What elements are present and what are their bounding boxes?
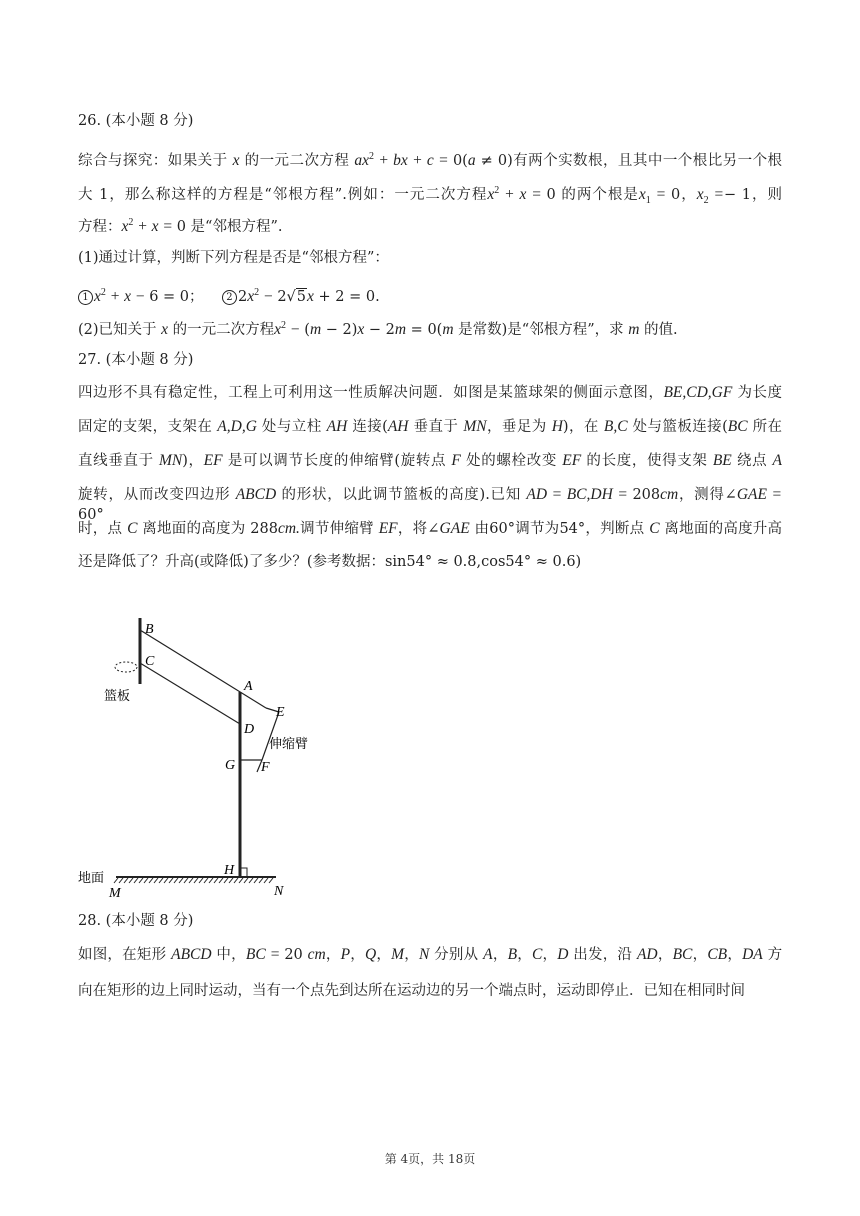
label-B: B bbox=[145, 622, 154, 637]
q27-line3: 直线垂直于 MN)，EF 是可以调节长度的伸缩臂(旋转点 F 处的螺栓改变 EF 的长度，使得支架 BE 绕点 A bbox=[78, 452, 783, 469]
label-F: F bbox=[261, 760, 270, 775]
label-E: E bbox=[276, 705, 285, 720]
hatch-mark bbox=[114, 878, 118, 883]
hatch-mark bbox=[134, 878, 138, 883]
label-C: C bbox=[145, 654, 155, 669]
hatch-mark bbox=[259, 878, 263, 883]
hatch-mark bbox=[264, 878, 268, 883]
q27-line4: 旋转，从而改变四边形 ABCD 的形状，以此调节篮板的高度).已知 AD = BC,DH = 208cm，测得∠GAE = 60° bbox=[78, 486, 783, 523]
hatch-mark bbox=[249, 878, 253, 883]
hatch-mark bbox=[119, 878, 123, 883]
label-telescopic-arm: 伸缩臂 bbox=[269, 737, 309, 752]
hatch-mark bbox=[229, 878, 233, 883]
hatch-mark bbox=[139, 878, 143, 883]
hatch-mark bbox=[239, 878, 243, 883]
hatch-mark bbox=[124, 878, 128, 883]
hatch-mark bbox=[174, 878, 178, 883]
hatch-mark bbox=[169, 878, 173, 883]
hatch-mark bbox=[164, 878, 168, 883]
hatch-mark bbox=[219, 878, 223, 883]
label-M: M bbox=[109, 886, 121, 901]
hatch-mark bbox=[224, 878, 228, 883]
ground-hatching bbox=[114, 878, 273, 883]
q27-heading: 27. (本小题 8 分) bbox=[78, 352, 194, 368]
q26-part2: (2)已知关于 x 的一元二次方程$x^2 - (m - 2)x - 2m = 0(m$ 是常数)是“邻根方程”，求 m 的值. bbox=[78, 320, 678, 339]
support-CD bbox=[140, 663, 240, 724]
hatch-mark bbox=[254, 878, 258, 883]
q26-line1: 综合与探究：如果关于 x 的一元二次方程 $ax^2$ + bx + c = 0(a ≠ 0)有两个实数根，且其中一个根比另一个根 bbox=[78, 151, 783, 170]
hatch-mark bbox=[159, 878, 163, 883]
hatch-mark bbox=[199, 878, 203, 883]
q28-heading: 28. (本小题 8 分) bbox=[78, 913, 194, 929]
hatch-mark bbox=[269, 878, 273, 883]
hatch-mark bbox=[189, 878, 193, 883]
hatch-mark bbox=[149, 878, 153, 883]
q26-heading: 26. (本小题 8 分) bbox=[78, 113, 194, 129]
q27-line1: 四边形不具有稳定性，工程上可利用这一性质解决问题．如图是某篮球架的侧面示意图，BE,CD,GF 为长度 bbox=[78, 384, 783, 401]
hatch-mark bbox=[204, 878, 208, 883]
hatch-mark bbox=[154, 878, 158, 883]
label-A: A bbox=[244, 679, 253, 694]
label-H: H bbox=[224, 863, 235, 878]
q26-equations: 1 $x^2 + x - 6 = 0$； 2 $2x^2 - 2√5x + 2 = 0$. bbox=[78, 283, 380, 307]
q28-line2: 向在矩形的边上同时运动，当有一个点先到达所在运动边的另一个端点时，运动即停止．已知在相同时间 bbox=[78, 983, 745, 999]
hatch-mark bbox=[244, 878, 248, 883]
basketball-stand-diagram bbox=[76, 612, 309, 902]
q26-part1: (1)通过计算，判断下列方程是否是“邻根方程”： bbox=[78, 250, 389, 266]
q27-line6: 还是降低了？升高(或降低)了多少？(参考数据：sin54° ≈ 0.8,cos54° ≈ 0.6) bbox=[78, 554, 582, 570]
hatch-mark bbox=[179, 878, 183, 883]
hatch-mark bbox=[194, 878, 198, 883]
label-D: D bbox=[244, 722, 255, 737]
label-N: N bbox=[274, 884, 284, 899]
hatch-mark bbox=[214, 878, 218, 883]
page-footer: 第 4页，共 18页 bbox=[384, 1152, 476, 1166]
hatch-mark bbox=[144, 878, 148, 883]
q27-line2: 固定的支架，支架在 A,D,G 处与立柱 AH 连接(AH 垂直于 MN，垂足为 H)，在 B,C 处与篮板连接(BC 所在 bbox=[78, 418, 783, 435]
label-backboard: 篮板 bbox=[104, 689, 131, 704]
hatch-mark bbox=[184, 878, 188, 883]
hatch-mark bbox=[209, 878, 213, 883]
hatch-mark bbox=[129, 878, 133, 883]
hoop-icon bbox=[115, 662, 137, 672]
q26-line3: 方程：$x^2 + x = 0$ 是“邻根方程”. bbox=[78, 217, 283, 236]
q27-line5: 时，点 C 离地面的高度为 288cm.调节伸缩臂 EF，将∠GAE 由60°调节为54°，判断点 C 离地面的高度升高 bbox=[78, 520, 783, 537]
label-G: G bbox=[225, 758, 236, 773]
support-BE bbox=[140, 630, 266, 708]
q28-line1: 如图，在矩形 ABCD 中，BC = 20 cm，P，Q，M，N 分别从 A，B，C，D 出发，沿 AD，BC，CB，DA 方 bbox=[78, 946, 783, 963]
hatch-mark bbox=[234, 878, 238, 883]
label-ground: 地面 bbox=[78, 871, 105, 886]
q26-line2: 大 1，那么称这样的方程是“邻根方程”.例如：一元二次方程$x^2 + x = 0$ 的两个根是$x_1 = 0$，$x_2 =- 1$，则 bbox=[78, 185, 782, 207]
